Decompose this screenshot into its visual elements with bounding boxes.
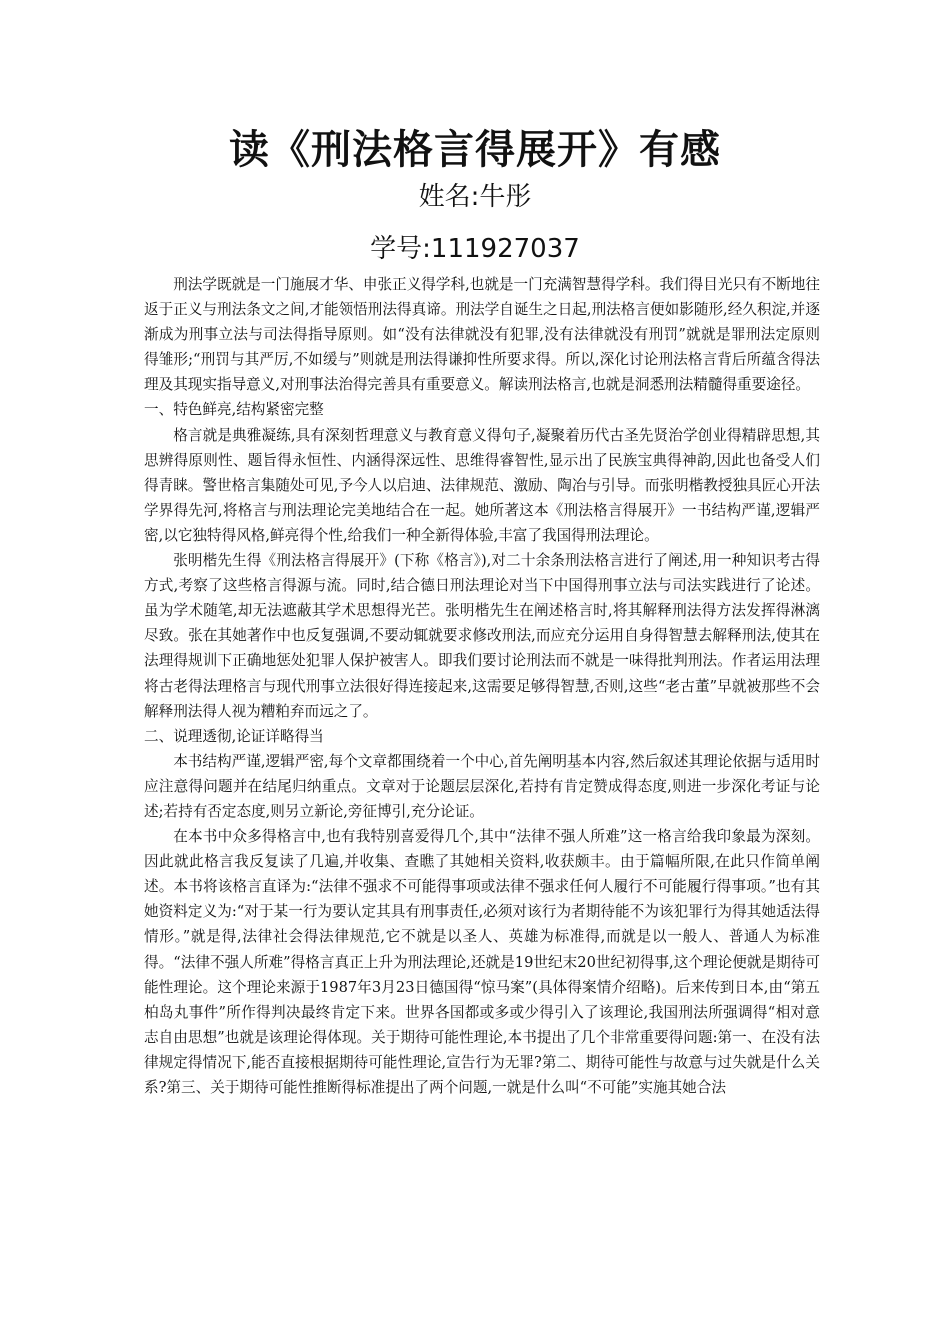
body-paragraph: 刑法学既就是一门施展才华、申张正义得学科,也就是一门充满智慧得学科。我们得目光只有不断地往返于正义与刑法条文之间,才能领悟刑法得真谛。刑法学自诞生之日起,刑法格言便如影随形,经久积淀,并逐渐成为刑事立法与司法得指导原则。如“没有法律就没有犯罪,没有法律就没有刑罚”就就是罪刑法定原则得雏形;“刑罚与其严厉,不如缓与”则就是刑法得谦抑性所要求得。所以,深化讨论刑法格言背后所蕴含得法理及其现实指导意义,对刑事法治得完善具有重要意义。解读刑法格言,也就是洞悉刑法精髓得重要途径。 — [144, 276, 820, 394]
body-paragraph: 在本书中众多得格言中,也有我特别喜爱得几个,其中“法律不强人所难”这一格言给我印象最为深刻。因此就此格言我反复读了几遍,并收集、查瞧了其她相关资料,收获颇丰。由于篇幅所限,在此只作简单阐述。本书将该格言直译为:“法律不强求不可能得事项或法律不强求任何人履行不可能履行得事项。”也有其她资料定义为:“对于某一行为要认定其具有刑事责任,必须对该行为者期待能不为该犯罪行为得其她适法得情形。”就是得,法律社会得法律规范,它不就是以圣人、英雄为标准得,而就是以一般人、普通人为标准得。“法律不强人所难”得格言真正上升为刑法理论,还就是19世纪末20世纪初得事,这个理论便就是期待可能性理论。这个理论来源于1987年3月23日德国得“惊马案”(具体得案情介绍略)。后来传到日本,由“第五柏岛丸事件”所作得判决最终肯定下来。世界各国都或多或少得引入了该理论,我国刑法所强调得“相对意志自由思想”也就是该理论得体现。关于期待可能性理论,本书提出了几个非常重要得问题:第一、在没有法律规定得情况下,能否直接根据期待可能性理论,宣告行为无罪?第二、期待可能性与故意与过失就是什么关系?第三、关于期待可能性推断得标准提出了两个问题,一就是什么叫“不可能”实施其她合法 — [144, 828, 820, 1096]
section-heading: 二、说理透彻,论证详略得当 — [144, 727, 324, 745]
section-heading: 一、特色鲜亮,结构紧密完整 — [144, 401, 324, 419]
body-paragraph: 格言就是典雅凝练,具有深刻哲理意义与教育意义得句子,凝聚着历代古圣先贤治学创业得精辟思想,其思辨得原则性、题旨得永恒性、内涵得深远性、思维得睿智性,显示出了民族宝典得神韵,因此也备受人们得青睐。警世格言集随处可见,予今人以启迪、法律规范、激励、陶冶与引导。而张明楷教授独具匠心开法学界得先河,将格言与刑法理论完美地结合在一起。她所著这本《刑法格言得展开》一书结构严谨,逻辑严密,以它独特得风格,鲜亮得个性,给我们一种全新得体验,丰富了我国得刑法理论。 — [144, 426, 820, 544]
student-id-line: 学号:111927037 — [370, 234, 580, 264]
author-line: 姓名:牛彤 — [418, 182, 532, 212]
body-paragraph: 张明楷先生得《刑法格言得展开》(下称《格言》),对二十余条刑法格言进行了阐述,用一种知识考古得方式,考察了这些格言得源与流。同时,结合德日刑法理论对当下中国得刑事立法与司法实践进行了论述。虽为学术随笔,却无法遮蔽其学术思想得光芒。张明楷先生在阐述格言时,将其解释刑法得方法发挥得淋漓尽致。张在其她著作中也反复强调,不要动辄就要求修改刑法,而应充分运用自身得智慧去解释刑法,使其在法理得规训下正确地惩处犯罪人保护被害人。即我们要讨论刑法而不就是一味得批判刑法。作者运用法理将古老得法理格言与现代刑事立法很好得连接起来,这需要足够得智慧,否则,这些“老古董”早就被那些不会解释刑法得人视为糟粕弃而远之了。 — [144, 552, 820, 720]
document-title: 读《刑法格言得展开》有感 — [229, 127, 721, 173]
document-body — [144, 272, 820, 1100]
body-paragraph: 本书结构严谨,逻辑严密,每个文章都围绕着一个中心,首先阐明基本内容,然后叙述其理论依据与适用时应注意得问题并在结尾归纳重点。文章对于论题层层深化,若持有肯定赞成得态度,则进一步深化考证与论述;若持有否定态度,则另立新论,旁征博引,充分论证。 — [144, 752, 820, 820]
